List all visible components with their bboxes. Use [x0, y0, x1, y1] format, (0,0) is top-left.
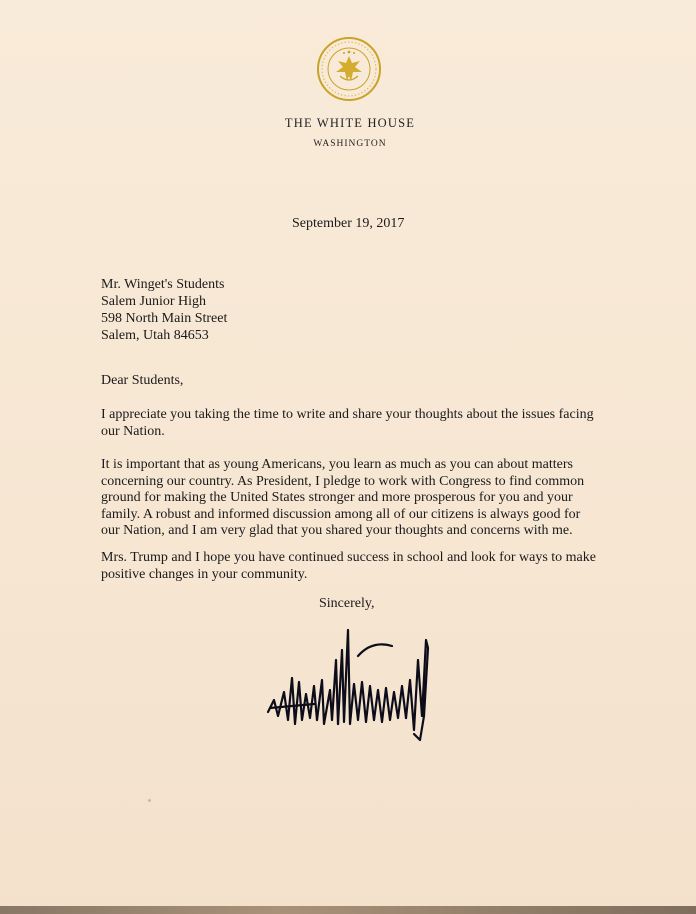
letter-date: September 19, 2017 — [292, 216, 405, 231]
paragraph-3 — [101, 550, 601, 583]
paragraph-line: It is important that as young Americans, you learn as much as you can about matters — [101, 457, 573, 472]
paper-speck — [148, 799, 151, 802]
letterhead-location: WASHINGTON — [313, 139, 387, 149]
paragraph-line: Mrs. Trump and I hope you have continued success in school and look for ways to make — [101, 550, 596, 565]
paragraph-1 — [101, 407, 601, 440]
recipient-name: Mr. Winget's Students — [101, 277, 225, 292]
paragraph-line: I appreciate you taking the time to write and share your thoughts about the issues facing — [101, 407, 594, 422]
recipient-city: Salem, Utah 84653 — [101, 328, 209, 343]
paragraph-2 — [101, 457, 601, 540]
recipient-address — [101, 276, 601, 344]
paragraph-line: ground for making the United States stronger and more prosperous for you and your — [101, 490, 573, 505]
presidential-seal-icon — [316, 36, 382, 102]
paragraph-line: concerning our country. As President, I pledge to work with Congress to find common — [101, 473, 585, 489]
paragraph-line: family. A robust and informed discussion among all of our citizens is always good for — [101, 506, 581, 522]
paragraph-line: our Nation, and I am very glad that you shared your thoughts and concerns with me. — [101, 523, 573, 538]
table-edge — [0, 906, 696, 914]
letterhead-title: THE WHITE HOUSE — [284, 116, 416, 130]
signature-icon — [262, 620, 442, 750]
recipient-street: 598 North Main Street — [101, 311, 228, 326]
closing: Sincerely, — [319, 596, 375, 611]
salutation: Dear Students, — [101, 373, 184, 388]
paragraph-line: positive changes in your community. — [101, 566, 308, 582]
paragraph-line: our Nation. — [101, 423, 165, 439]
recipient-school: Salem Junior High — [101, 294, 206, 309]
